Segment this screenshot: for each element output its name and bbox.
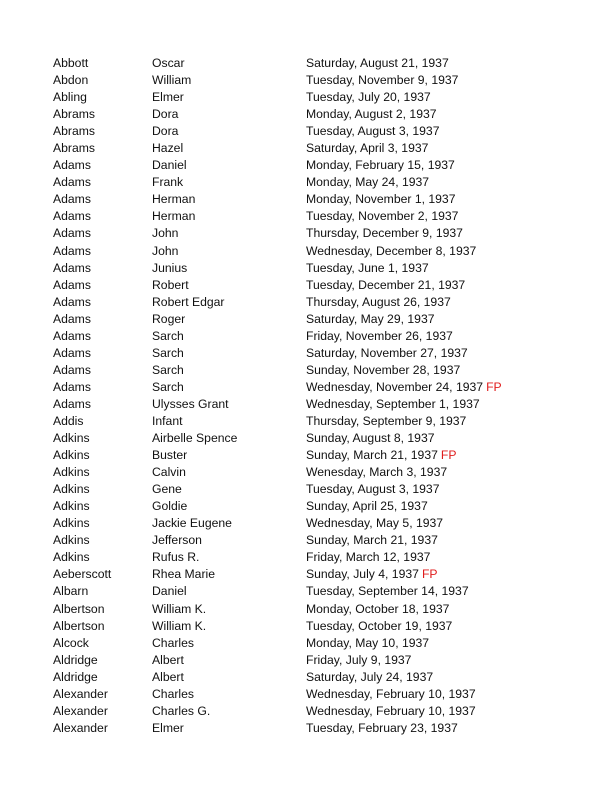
given-name-cell: Hazel [152, 141, 184, 156]
record-row [53, 277, 593, 294]
date-text: Monday, August 2, 1937 [306, 107, 437, 122]
given-name-cell: Ulysses Grant [152, 396, 229, 411]
date-text: Monday, October 18, 1937 [306, 601, 450, 616]
given-name-cell: Herman [152, 192, 196, 207]
record-row [53, 430, 593, 447]
given-name-cell: Buster [152, 448, 188, 463]
date-cell [306, 294, 451, 311]
date-text: Monday, May 10, 1937 [306, 635, 430, 650]
record-row [53, 583, 593, 600]
date-cell [306, 669, 433, 686]
surname-cell: Abling [53, 90, 87, 105]
given-name-cell: Charles [152, 686, 194, 701]
record-row [53, 396, 593, 413]
date-text: Monday, February 15, 1937 [306, 158, 455, 173]
surname-cell: Abrams [53, 107, 95, 122]
date-text: Sunday, March 21, 1937 [306, 448, 438, 463]
date-text: Thursday, August 26, 1937 [306, 294, 451, 309]
date-cell [306, 225, 463, 242]
date-text: Friday, July 9, 1937 [306, 652, 412, 667]
surname-cell: Adams [53, 311, 91, 326]
date-cell [306, 652, 411, 669]
given-name-cell: Frank [152, 175, 184, 190]
given-name-cell: William [152, 73, 192, 88]
record-row [53, 208, 593, 225]
surname-cell: Adams [53, 209, 91, 224]
date-text: Sunday, August 8, 1937 [306, 431, 435, 446]
surname-cell: Addis [53, 413, 84, 428]
surname-cell: Albertson [53, 601, 105, 616]
record-row [53, 413, 593, 430]
date-text: Tuesday, June 1, 1937 [306, 260, 429, 275]
date-text: Sunday, November 28, 1937 [306, 362, 461, 377]
date-cell [306, 208, 458, 225]
surname-cell: Adams [53, 226, 91, 241]
date-text: Tuesday, November 9, 1937 [306, 73, 459, 88]
given-name-cell: Sarch [152, 379, 184, 394]
given-name-cell: Herman [152, 209, 196, 224]
record-row [53, 652, 593, 669]
date-cell [306, 703, 476, 720]
record-row [53, 157, 593, 174]
surname-cell: Adkins [53, 516, 90, 531]
surname-cell: Abrams [53, 141, 95, 156]
date-cell [306, 123, 439, 140]
record-row [53, 447, 593, 464]
date-cell [306, 396, 480, 413]
record-row [53, 225, 593, 242]
date-text: Wednesday, May 5, 1937 [306, 516, 444, 531]
date-cell [306, 72, 458, 89]
given-name-cell: Jackie Eugene [152, 516, 232, 531]
date-text: Tuesday, November 2, 1937 [306, 209, 459, 224]
given-name-cell: Rufus R. [152, 550, 200, 565]
surname-cell: Alexander [53, 720, 108, 735]
date-cell [306, 277, 465, 294]
date-cell [306, 549, 430, 566]
fp-flag: FP [440, 448, 457, 463]
date-cell [306, 515, 443, 532]
date-text: Sunday, March 21, 1937 [306, 533, 438, 548]
surname-cell: Adams [53, 192, 91, 207]
given-name-cell: Oscar [152, 56, 185, 70]
date-text: Tuesday, December 21, 1937 [306, 277, 466, 292]
date-text: Tuesday, August 3, 1937 [306, 124, 440, 139]
date-text: Friday, March 12, 1937 [306, 550, 431, 565]
date-text: Saturday, April 3, 1937 [306, 141, 429, 156]
date-cell [306, 243, 476, 260]
record-row [53, 549, 593, 566]
given-name-cell: Charles G. [152, 703, 211, 718]
record-row [53, 498, 593, 515]
given-name-cell: Jefferson [152, 533, 202, 548]
given-name-cell: Dora [152, 107, 179, 122]
record-row [53, 345, 593, 362]
date-text: Tuesday, September 14, 1937 [306, 584, 469, 599]
record-row [53, 89, 593, 106]
date-text: Wednesday, February 10, 1937 [306, 703, 476, 718]
record-row [53, 55, 593, 72]
record-row [53, 362, 593, 379]
surname-cell: Aldridge [53, 652, 98, 667]
given-name-cell: John [152, 226, 179, 241]
record-row [53, 481, 593, 498]
records-list [53, 55, 593, 737]
given-name-cell: Elmer [152, 720, 184, 735]
surname-cell: Adkins [53, 465, 90, 480]
surname-cell: Adams [53, 294, 91, 309]
surname-cell: Adkins [53, 431, 90, 446]
record-row [53, 311, 593, 328]
record-row [53, 532, 593, 549]
date-text: Sunday, July 4, 1937 [306, 567, 419, 582]
date-text: Monday, May 24, 1937 [306, 175, 430, 190]
given-name-cell: John [152, 243, 179, 258]
given-name-cell: Robert [152, 277, 189, 292]
date-cell [306, 635, 429, 652]
given-name-cell: Elmer [152, 90, 184, 105]
given-name-cell: Sarch [152, 328, 184, 343]
surname-cell: Alcock [53, 635, 89, 650]
date-cell [306, 379, 502, 396]
surname-cell: Adkins [53, 550, 90, 565]
date-text: Tuesday, August 3, 1937 [306, 482, 440, 497]
record-row [53, 106, 593, 123]
record-row [53, 328, 593, 345]
date-cell [306, 345, 468, 362]
date-cell [306, 55, 449, 72]
date-text: Saturday, July 24, 1937 [306, 669, 434, 684]
date-cell [306, 532, 438, 549]
surname-cell: Adkins [53, 499, 90, 514]
surname-cell: Adams [53, 396, 91, 411]
date-text: Tuesday, October 19, 1937 [306, 618, 453, 633]
date-cell [306, 583, 469, 600]
record-row [53, 686, 593, 703]
given-name-cell: Sarch [152, 345, 184, 360]
record-row [53, 72, 593, 89]
date-cell [306, 328, 453, 345]
date-cell [306, 140, 428, 157]
date-cell [306, 430, 435, 447]
given-name-cell: William K. [152, 618, 207, 633]
surname-cell: Abdon [53, 73, 89, 88]
given-name-cell: Airbelle Spence [152, 431, 238, 446]
given-name-cell: Infant [152, 413, 183, 428]
date-cell [306, 601, 449, 618]
date-text: Saturday, August 21, 1937 [306, 56, 449, 70]
given-name-cell: Albert [152, 669, 184, 684]
surname-cell: Adams [53, 362, 91, 377]
date-cell [306, 89, 431, 106]
surname-cell: Adams [53, 328, 91, 343]
given-name-cell: Charles [152, 635, 194, 650]
date-cell [306, 481, 439, 498]
record-row [53, 191, 593, 208]
given-name-cell: William K. [152, 601, 207, 616]
record-row [53, 515, 593, 532]
date-text: Thursday, December 9, 1937 [306, 226, 463, 241]
date-cell [306, 464, 447, 481]
date-cell [306, 106, 437, 123]
date-cell [306, 720, 458, 737]
record-row [53, 464, 593, 481]
surname-cell: Adkins [53, 482, 90, 497]
date-text: Wednesday, September 1, 1937 [306, 396, 480, 411]
given-name-cell: Daniel [152, 584, 187, 599]
record-row [53, 243, 593, 260]
surname-cell: Aeberscott [53, 567, 112, 582]
date-text: Sunday, April 25, 1937 [306, 499, 428, 514]
date-cell [306, 447, 456, 464]
given-name-cell: Robert Edgar [152, 294, 225, 309]
date-cell [306, 413, 466, 430]
date-text: Wednesday, November 24, 1937 [306, 379, 484, 394]
surname-cell: Adams [53, 175, 91, 190]
date-text: Wednesday, February 10, 1937 [306, 686, 476, 701]
date-text: Tuesday, February 23, 1937 [306, 720, 458, 735]
given-name-cell: Albert [152, 652, 184, 667]
date-text: Saturday, May 29, 1937 [306, 311, 435, 326]
surname-cell: Adams [53, 345, 91, 360]
given-name-cell: Daniel [152, 158, 187, 173]
date-cell [306, 566, 438, 583]
date-cell [306, 362, 460, 379]
date-text: Friday, November 26, 1937 [306, 328, 453, 343]
date-text: Saturday, November 27, 1937 [306, 345, 468, 360]
record-row [53, 669, 593, 686]
given-name-cell: Roger [152, 311, 186, 326]
date-cell [306, 618, 452, 635]
date-cell [306, 191, 456, 208]
given-name-cell: Dora [152, 124, 179, 139]
record-row [53, 618, 593, 635]
surname-cell: Adams [53, 277, 91, 292]
surname-cell: Albertson [53, 618, 105, 633]
surname-cell: Alexander [53, 686, 108, 701]
record-row [53, 566, 593, 583]
surname-cell: Adams [53, 260, 91, 275]
record-row [53, 703, 593, 720]
date-cell [306, 498, 428, 515]
record-row [53, 635, 593, 652]
record-row [53, 294, 593, 311]
record-row [53, 123, 593, 140]
record-row [53, 720, 593, 737]
given-name-cell: Calvin [152, 465, 186, 480]
given-name-cell: Rhea Marie [152, 567, 215, 582]
surname-cell: Abrams [53, 124, 95, 139]
surname-cell: Albarn [53, 584, 89, 599]
date-cell [306, 686, 476, 703]
given-name-cell: Sarch [152, 362, 184, 377]
date-cell [306, 174, 429, 191]
surname-cell: Adams [53, 243, 91, 258]
given-name-cell: Goldie [152, 499, 188, 514]
date-text: Thursday, September 9, 1937 [306, 413, 467, 428]
fp-flag: FP [421, 567, 438, 582]
surname-cell: Adkins [53, 533, 90, 548]
date-text: Wednesday, December 8, 1937 [306, 243, 477, 258]
date-cell [306, 260, 429, 277]
date-text: Tuesday, July 20, 1937 [306, 90, 431, 105]
surname-cell: Adkins [53, 448, 90, 463]
given-name-cell: Junius [152, 260, 188, 275]
record-row [53, 260, 593, 277]
given-name-cell: Gene [152, 482, 182, 497]
surname-cell: Abbott [53, 56, 89, 70]
record-row [53, 140, 593, 157]
surname-cell: Aldridge [53, 669, 98, 684]
record-row [53, 601, 593, 618]
surname-cell: Adams [53, 379, 91, 394]
date-text: Monday, November 1, 1937 [306, 192, 456, 207]
surname-cell: Alexander [53, 703, 108, 718]
date-text: Wenesday, March 3, 1937 [306, 465, 448, 480]
record-row [53, 174, 593, 191]
date-cell [306, 311, 435, 328]
date-cell [306, 157, 455, 174]
fp-flag: FP [486, 379, 502, 394]
surname-cell: Adams [53, 158, 91, 173]
record-row [53, 379, 593, 396]
